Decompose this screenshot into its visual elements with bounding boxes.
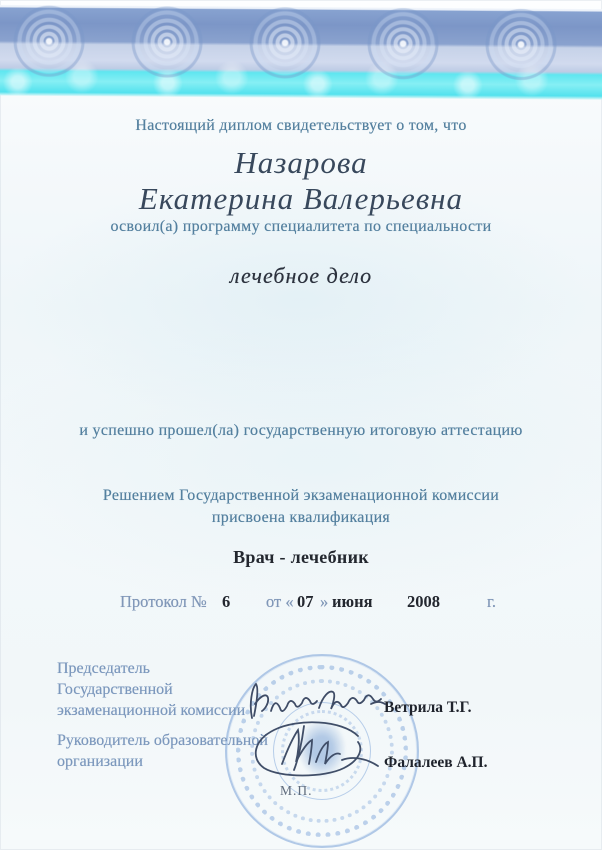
specialty-value: лечебное дело bbox=[229, 263, 373, 288]
qualification-value: Врач - лечебник bbox=[233, 547, 369, 567]
head-label-line2: организации bbox=[57, 753, 143, 770]
chairman-label bbox=[57, 658, 245, 721]
chairman-label-line2: Государственной bbox=[57, 681, 173, 698]
commission-line-1: Решением Государственной экзаменационной комиссии bbox=[102, 487, 500, 504]
protocol-line bbox=[0, 592, 602, 616]
chairman-label-line3: экзаменационной комиссии bbox=[57, 702, 246, 719]
head-label-line1: Руководитель образовательной bbox=[57, 732, 268, 749]
protocol-label: Протокол № bbox=[120, 592, 207, 611]
head-of-organization-label bbox=[57, 730, 268, 772]
attestation-line: и успешно прошел(ла) государственную итоговую аттестацию bbox=[79, 422, 523, 439]
protocol-year: 2008 bbox=[407, 592, 440, 611]
protocol-year-suffix: г. bbox=[487, 592, 497, 611]
intro-line: Настоящий диплом свидетельствует о том, что bbox=[135, 117, 467, 134]
protocol-month: июня bbox=[332, 592, 373, 611]
guilloche-band bbox=[0, 5, 602, 100]
protocol-from-label: от « bbox=[266, 592, 294, 611]
head-name: Фалалеев А.П. bbox=[384, 754, 488, 771]
seal-place-label: М.П. bbox=[280, 783, 313, 798]
chairman-name: Ветрила Т.Г. bbox=[384, 699, 472, 716]
protocol-day: 07 bbox=[297, 592, 314, 611]
holder-surname: Назарова bbox=[234, 145, 368, 180]
protocol-close-quote: » bbox=[320, 592, 329, 611]
commission-line-2: присвоена квалификация bbox=[211, 509, 391, 526]
chairman-label-line1: Председатель bbox=[57, 660, 150, 677]
holder-given-names: Екатерина Валерьевна bbox=[138, 181, 464, 216]
protocol-number: 6 bbox=[222, 592, 231, 611]
head-signature bbox=[246, 712, 384, 784]
program-line: освоил(а) программу специалитета по специальности bbox=[110, 218, 492, 235]
